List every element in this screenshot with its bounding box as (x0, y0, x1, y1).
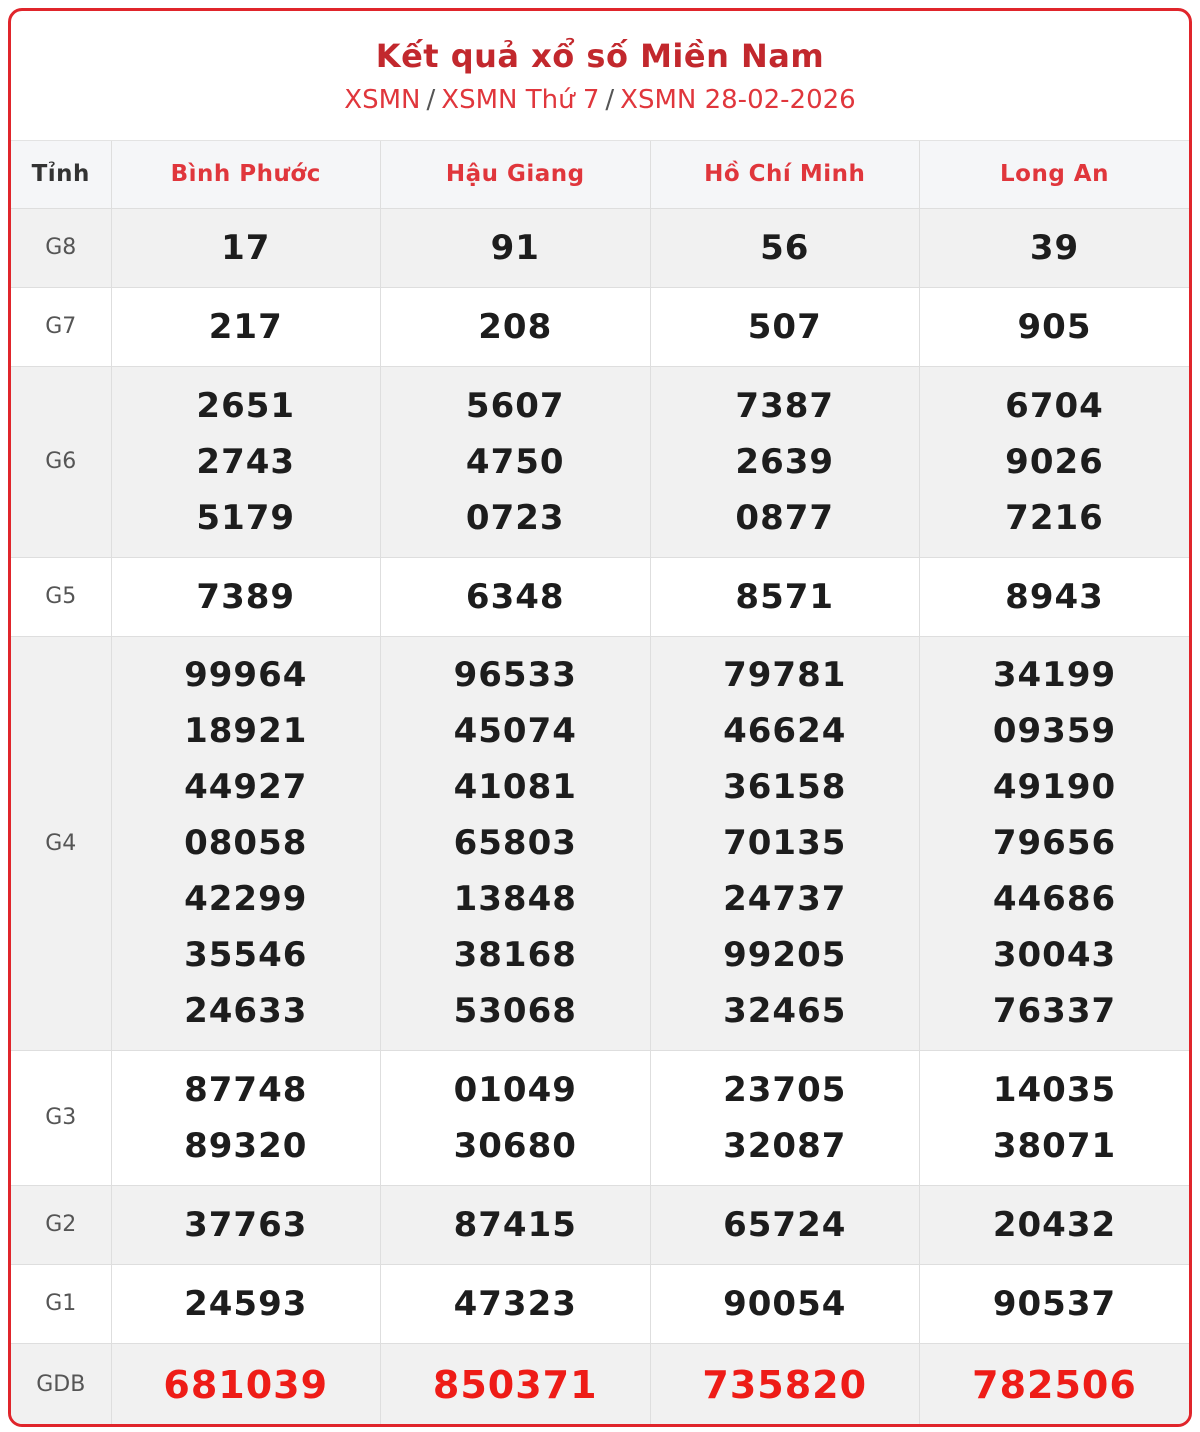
special-prize-number: 735820 (702, 1362, 868, 1407)
prize-cell (650, 208, 920, 287)
special-prize-number: 782506 (972, 1362, 1137, 1407)
prize-number: 34199 (992, 655, 1117, 695)
prize-cell (111, 1264, 381, 1343)
prize-cell (920, 208, 1190, 287)
prize-cell (920, 366, 1190, 557)
province-header[interactable]: Hậu Giang (381, 141, 651, 208)
prize-number: 30680 (453, 1125, 577, 1166)
prize-number: 79781 (723, 655, 847, 695)
prize-number: 49190 (992, 767, 1117, 807)
prize-row-g1 (11, 1264, 1189, 1343)
prize-number: 32465 (723, 991, 847, 1031)
prize-number: 65803 (453, 823, 577, 863)
breadcrumb-xsmn-weekday[interactable]: XSMN Thứ 7 (441, 85, 600, 115)
province-header[interactable]: Long An (920, 141, 1190, 208)
prize-number: 0877 (735, 497, 835, 538)
prize-cell (650, 366, 920, 557)
prize-number: 17 (221, 227, 271, 268)
prize-number: 46624 (723, 711, 847, 751)
prize-number: 2651 (196, 385, 296, 426)
prize-cell (381, 1343, 651, 1426)
prize-cell (381, 208, 651, 287)
prize-cell (111, 1343, 381, 1426)
prize-cell (920, 1264, 1190, 1343)
prize-number: 96533 (453, 655, 577, 695)
prize-number: 24593 (184, 1283, 308, 1324)
prize-cell (650, 1185, 920, 1264)
page-title: Kết quả xổ số Miền Nam (375, 37, 825, 75)
table-header-row (11, 141, 1189, 208)
breadcrumb-separator: / (605, 85, 615, 115)
prize-cell (920, 636, 1190, 1050)
prize-label: G4 (11, 636, 111, 1050)
prize-number: 90054 (723, 1283, 847, 1324)
prize-cell (650, 287, 920, 366)
breadcrumb-xsmn[interactable]: XSMN (344, 85, 421, 115)
province-column-label: Tỉnh (11, 141, 111, 208)
prize-cell (650, 636, 920, 1050)
prize-number: 70135 (723, 823, 847, 863)
prize-row-g3 (11, 1050, 1189, 1185)
prize-number: 4750 (465, 441, 565, 482)
prize-number: 6704 (1005, 385, 1104, 426)
prize-number: 36158 (723, 767, 847, 807)
prize-number: 20432 (992, 1204, 1117, 1245)
prize-cell (381, 636, 651, 1050)
prize-rows (11, 208, 1189, 1426)
prize-cell (381, 557, 651, 636)
prize-number: 35546 (184, 935, 308, 975)
prize-number: 6348 (465, 576, 565, 617)
prize-number: 44927 (184, 767, 308, 807)
prize-row-g7 (11, 287, 1189, 366)
prize-number: 01049 (453, 1069, 577, 1110)
prize-cell (111, 366, 381, 557)
prize-number: 09359 (992, 711, 1117, 751)
prize-row-gdb (11, 1343, 1189, 1426)
special-prize-number: 850371 (432, 1362, 598, 1407)
prize-number: 90537 (992, 1283, 1117, 1324)
prize-number: 2639 (735, 441, 835, 482)
prize-number: 99964 (184, 655, 308, 695)
prize-number: 24737 (723, 879, 847, 919)
prize-number: 39 (1029, 227, 1080, 268)
prize-number: 38071 (992, 1125, 1117, 1166)
prize-row-g5 (11, 557, 1189, 636)
prize-number: 87748 (184, 1069, 308, 1110)
prize-cell (381, 1050, 651, 1185)
prize-number: 9026 (1005, 441, 1104, 482)
prize-cell (111, 1050, 381, 1185)
prize-number: 53068 (453, 991, 577, 1031)
prize-number: 208 (478, 306, 553, 347)
prize-number: 08058 (184, 823, 308, 863)
prize-cell (650, 1264, 920, 1343)
prize-cell (111, 208, 381, 287)
prize-cell (381, 1264, 651, 1343)
prize-number: 7387 (735, 385, 835, 426)
prize-number: 5607 (465, 385, 565, 426)
prize-number: 0723 (465, 497, 565, 538)
prize-cell (381, 1185, 651, 1264)
prize-number: 99205 (723, 935, 847, 975)
breadcrumb (11, 85, 1189, 115)
prize-cell (920, 1050, 1190, 1185)
prize-number: 5179 (196, 497, 296, 538)
prize-label: G3 (11, 1050, 111, 1185)
prize-number: 56 (760, 227, 810, 268)
prize-cell (920, 557, 1190, 636)
prize-cell (650, 1343, 920, 1426)
prize-row-g8 (11, 208, 1189, 287)
results-table (11, 141, 1189, 1427)
prize-number: 24633 (184, 991, 308, 1031)
breadcrumb-xsmn-date[interactable]: XSMN 28-02-2026 (620, 85, 856, 115)
prize-cell (650, 1050, 920, 1185)
results-header (11, 11, 1189, 141)
prize-number: 8571 (735, 576, 835, 617)
prize-number: 37763 (184, 1204, 308, 1245)
prize-cell (920, 287, 1190, 366)
prize-number: 41081 (453, 767, 577, 807)
prize-number: 7216 (1005, 497, 1104, 538)
prize-number: 18921 (184, 711, 308, 751)
prize-label: GDB (11, 1343, 111, 1426)
prize-number: 7389 (196, 576, 296, 617)
prize-number: 905 (1017, 306, 1092, 347)
prize-number: 23705 (723, 1069, 847, 1110)
prize-number: 2743 (196, 441, 296, 482)
prize-label: G1 (11, 1264, 111, 1343)
prize-label: G6 (11, 366, 111, 557)
prize-label: G2 (11, 1185, 111, 1264)
prize-number: 44686 (992, 879, 1117, 919)
prize-label: G8 (11, 208, 111, 287)
prize-number: 32087 (723, 1125, 847, 1166)
prize-number: 217 (208, 306, 283, 347)
prize-number: 91 (490, 227, 540, 268)
prize-label: G5 (11, 557, 111, 636)
prize-row-g6 (11, 366, 1189, 557)
province-header[interactable]: Bình Phước (111, 141, 381, 208)
prize-row-g4 (11, 636, 1189, 1050)
prize-number: 65724 (723, 1204, 847, 1245)
prize-cell (920, 1185, 1190, 1264)
prize-number: 13848 (453, 879, 577, 919)
breadcrumb-separator: / (426, 85, 436, 115)
prize-number: 14035 (992, 1069, 1117, 1110)
special-prize-number: 681039 (163, 1362, 329, 1407)
prize-cell (381, 366, 651, 557)
prize-number: 45074 (453, 711, 577, 751)
prize-number: 79656 (992, 823, 1117, 863)
province-header[interactable]: Hồ Chí Minh (650, 141, 920, 208)
prize-row-g2 (11, 1185, 1189, 1264)
prize-number: 42299 (184, 879, 308, 919)
prize-number: 38168 (453, 935, 577, 975)
prize-cell (111, 1185, 381, 1264)
prize-cell (111, 287, 381, 366)
prize-number: 87415 (453, 1204, 577, 1245)
prize-number: 76337 (992, 991, 1117, 1031)
prize-cell (111, 557, 381, 636)
prize-number: 89320 (184, 1125, 308, 1166)
prize-cell (111, 636, 381, 1050)
prize-number: 8943 (1005, 576, 1104, 617)
results-card (8, 8, 1192, 1427)
prize-number: 507 (747, 306, 822, 347)
prize-label: G7 (11, 287, 111, 366)
prize-cell (381, 287, 651, 366)
prize-number: 30043 (992, 935, 1117, 975)
prize-number: 47323 (453, 1283, 577, 1324)
prize-cell (920, 1343, 1190, 1426)
prize-cell (650, 557, 920, 636)
